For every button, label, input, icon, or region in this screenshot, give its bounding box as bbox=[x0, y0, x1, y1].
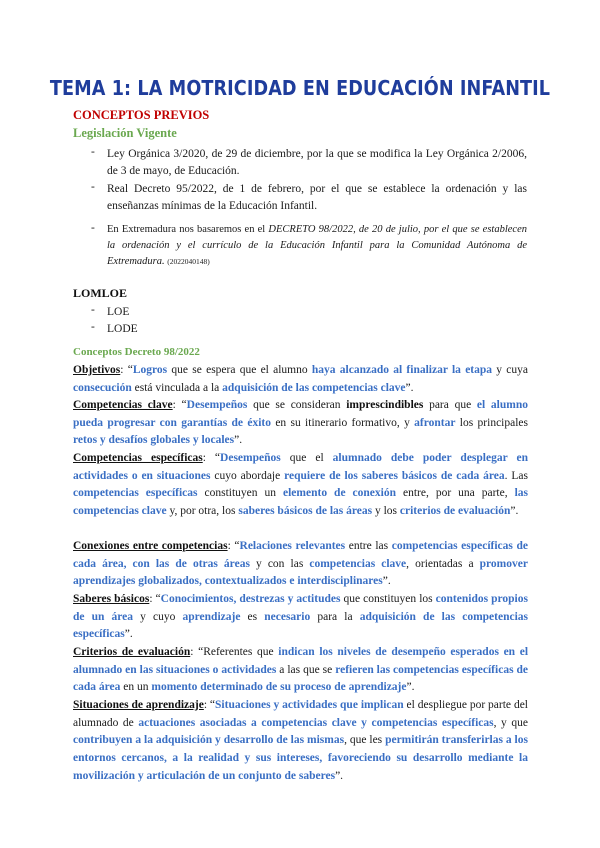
definition-conexiones: Conexiones entre competencias: “Relaciones relevantes entre las competencias específicas de cada área, con las de otras áreas y con las competencias clave, orientadas a promover aprendizajes globalizados, contextualizados e interdisciplinares”. bbox=[73, 540, 529, 588]
document-page: TEMA 1: LA MOTRICIDAD EN EDUCACIÓN INFANTIL CONCEPTOS PREVIOS Legislación Vigente - Ley Orgánica 3/2020, de 29 de diciembre, por la que se modifica la Ley Orgánica 2/2006, de 3 de mayo, de Educación. - Real Decreto 95/2022, de 1 de febrero, por el que se establece la ordenación y las enseñanzas mínimas de la Educación Infantil. - En Extremadura nos basaremos en el DECRETO 98/2022, de 20 de julio, por el que se establecen la ordenación y el currículo de la Educación Infantil para la Comunidad Autónoma de Extremadura. (2022040148) LOMLOE - LOE - LODE Conceptos Decreto 98/2022 Objetivos: “Logros que se espera que el alumno haya alcanzado al finalizar la etapa y cuya consecución está vinculada a la adquisición de las competencias clave”. Competencias clave: “Desempeños que se consideran imprescindibles para que el alumno pueda progresar con garantías de éxito en su itinerario formativo, y afrontar los principales retos y desafíos globales y locales”. Competencias específicas: “Desempeños que el alumnado debe poder desplegar en actividades o en situaciones cuyo abordaje requiere de los saberes básicos de cada área. Las competencias específicas constituyen un elemento de conexión entre, por una parte, las competencias clave y, por otra, los saberes básicos de las áreas y los criterios de evaluación”. Conexiones entre competencias: “Relaciones relevantes entre las competencias específicas de cada área, con las de otras áreas y con las competencias clave, orientadas a promover aprendizajes globalizados, contextualizados e interdisciplinares”. Saberes básicos: “Conocimientos, destrezas y actitudes que constituyen los contenidos propios de un área y cuyo aprendizaje es necesario para la adquisición de las competencias específicas”. Criterios de evaluación: “Referentes que indican los niveles de desempeño esperados en el alumnado en las situaciones o actividades a las que se refieren las competencias específicas de cada área en un momento determinado de su proceso de aprendizaje”. Situaciones de aprendizaje: “Situaciones y actividades que implican el despliegue por parte del alumnado de actuaciones asociadas a competencias clave y competencias específicas, y que contribuyen a la adquisición y desarrollo de las mismas, que les permitirán transferirlas a los entornos cercanos, a la realidad y sus intereses, favoreciendo su desarrollo mediante la movilización y articulación de un conjunto de saberes”. bbox=[0, 0, 600, 848]
subheading-conceptos-decreto: Conceptos Decreto 98/2022 bbox=[73, 346, 200, 358]
list-item-loe: LOE bbox=[107, 306, 130, 318]
list-item-lode: LODE bbox=[107, 323, 138, 335]
document-title: TEMA 1: LA MOTRICIDAD EN EDUCACIÓN INFANTIL bbox=[49, 76, 551, 100]
definition-competencias-clave: Competencias clave: “Desempeños que se consideran imprescindibles para que el alumno pueda progresar con garantías de éxito en su itinerario formativo, y afrontar los principales retos y desafíos globales y locales”. bbox=[73, 399, 528, 447]
section-heading-conceptos-previos: CONCEPTOS PREVIOS bbox=[73, 108, 210, 122]
definition-criterios-evaluacion: Criterios de evaluación: “Referentes que indican los niveles de desempeño esperados en el alumnado en las situaciones o actividades a las que se refieren las competencias específicas de cada área en un momento determinado de su proceso de aprendizaje”. bbox=[73, 646, 529, 694]
definition-saberes-basicos: Saberes básicos: “Conocimientos, destrezas y actitudes que constituyen los contenidos propios de un área y cuyo aprendizaje es necesario para la adquisición de las competencias específicas”. bbox=[73, 593, 528, 641]
subheading-legislacion: Legislación Vigente bbox=[73, 126, 177, 140]
list-item-real-decreto: Real Decreto 95/2022, de 1 de febrero, por el que se establece la ordenación y las enseñanzas mínimas de la Educación Infantil. bbox=[107, 183, 527, 212]
list-item-extremadura: En Extremadura nos basaremos en el DECRETO 98/2022, de 20 de julio, por el que se establecen la ordenación y el currículo de la Educación Infantil para la Comunidad Autónoma de Extremadura. (2022040148) bbox=[107, 224, 527, 267]
definition-competencias-especificas: Competencias específicas: “Desempeños que el alumnado debe poder desplegar en actividades o en situaciones cuyo abordaje requiere de los saberes básicos de cada área. Las competencias específicas constituyen un elemento de conexión entre, por una parte, las competencias clave y, por otra, los saberes básicos de las áreas y los criterios de evaluación”. bbox=[73, 452, 528, 518]
list-item-ley-organica: Ley Orgánica 3/2020, de 29 de diciembre, por la que se modifica la Ley Orgánica 2/2006, de 3 de mayo, de Educación. bbox=[107, 148, 527, 177]
definition-objetivos: Objetivos: “Logros que se espera que el alumno haya alcanzado al finalizar la etapa y cuya consecución está vinculada a la adquisición de las competencias clave”. bbox=[73, 364, 528, 394]
subheading-lomloe: LOMLOE bbox=[73, 286, 128, 300]
definition-situaciones-aprendizaje: Situaciones de aprendizaje: “Situaciones y actividades que implican el despliegue por parte del alumnado de actuaciones asociadas a competencias clave y competencias específicas, y que contribuyen a la adquisición y desarrollo de las mismas, que les permitirán transferirlas a los entornos cercanos, a la realidad y sus intereses, favoreciendo su desarrollo mediante la movilización y articulación de un conjunto de saberes”. bbox=[73, 699, 528, 782]
